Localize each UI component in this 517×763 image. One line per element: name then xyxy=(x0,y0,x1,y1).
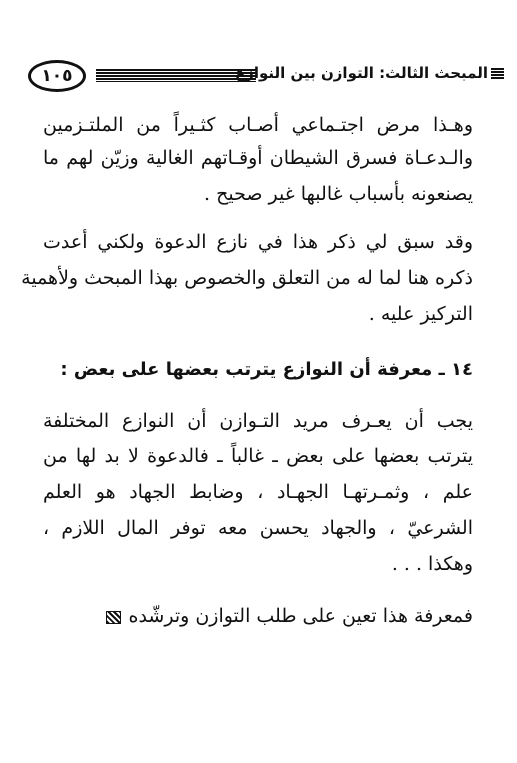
title-marker-icon xyxy=(491,68,504,79)
end-marker-icon xyxy=(106,611,121,624)
section-heading: ١٤ ـ معرفة أن النوازع يترتب بعضها على بعض : xyxy=(60,359,473,380)
text-line: ذكره هنا لما له من التعلق والخصوص بهذا المبحث ولأهمية xyxy=(21,267,473,289)
closing-line xyxy=(43,600,473,632)
text-line: يترتب بعضها على بعض ـ غالباً ـ فالدعوة لا بد لها من xyxy=(43,445,473,467)
text-line: وهكذا . . . xyxy=(391,553,473,575)
text-line: الشرعيّ ، والجهاد يحسن معه توفر المال اللازم ، xyxy=(43,517,473,539)
running-title: المبحث الثالث: التوازن بين النوازع xyxy=(234,64,488,82)
page-number: ١٠٥ xyxy=(28,60,86,92)
text-line: وهـذا مرض اجتـماعي أصـاب كثـيراً من الملتـزمين xyxy=(43,114,473,136)
text-line: علم ، وثمـرتهـا الجهـاد ، وضابط الجهاد هو العلم xyxy=(43,481,473,503)
closing-text: فمعرفة هذا تعين على طلب التوازن وترشّده xyxy=(128,605,473,627)
text-line: التركيز عليه . xyxy=(368,303,473,325)
text-line: يجب أن يعـرف مريد التـوازن أن النوازع المختلفة xyxy=(43,410,473,432)
text-line: وقد سبق لي ذكر هذا في نازع الدعوة ولكني أعدت xyxy=(43,231,473,253)
text-line: والـدعـاة فسرق الشيطان أوقـاتهم الغالية وزيّن لهم ما xyxy=(43,147,473,169)
text-line: يصنعونه بأسباب غالبها غير صحيح . xyxy=(204,183,473,205)
page-header xyxy=(28,60,506,94)
header-rule xyxy=(96,69,256,82)
